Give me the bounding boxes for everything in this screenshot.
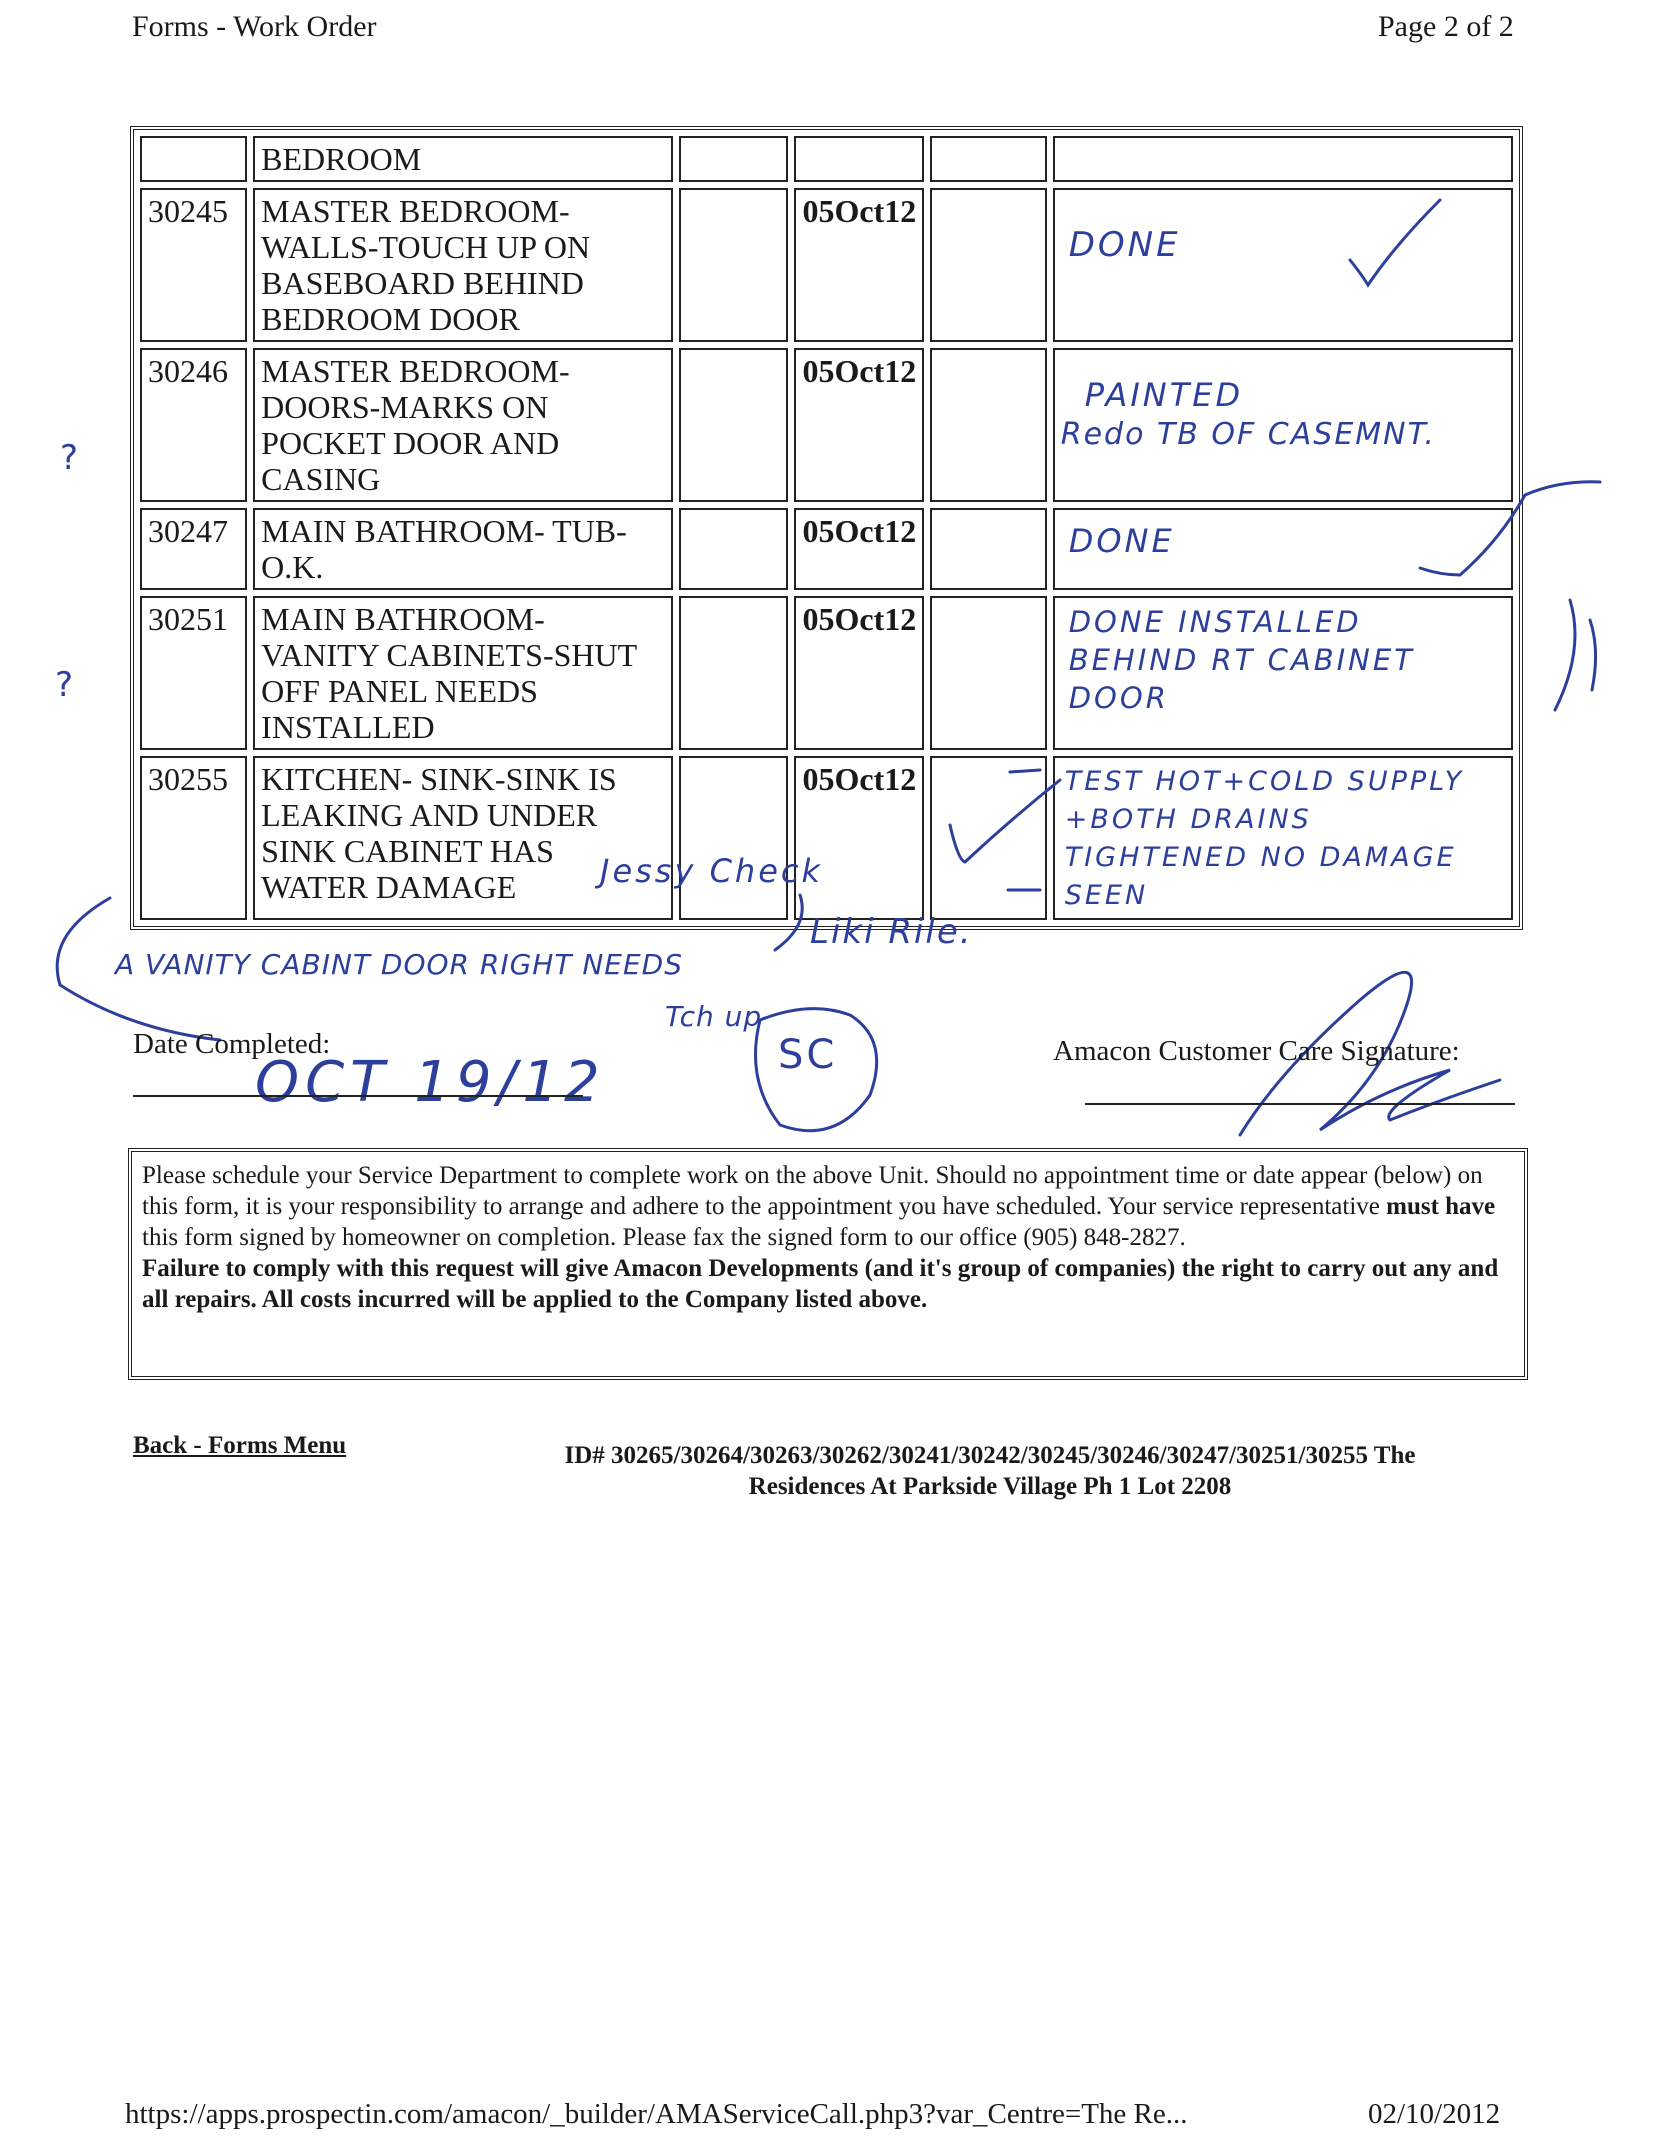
page-number: Page 2 of 2 xyxy=(1378,10,1514,43)
item-description: BEDROOM xyxy=(253,136,673,182)
handwritten-touchup-note: Tch up xyxy=(665,1000,763,1033)
handwritten-note: PAINTED xyxy=(1084,376,1244,414)
handwritten-note: DONE xyxy=(1068,225,1181,265)
item-date: 05Oct12 xyxy=(794,348,924,502)
item-date: 05Oct12 xyxy=(794,596,924,750)
handwritten-vanity-note: A VANITY CABINT DOOR RIGHT NEEDS xyxy=(115,948,684,981)
back-forms-menu-link[interactable]: Back - Forms Menu xyxy=(133,1432,347,1459)
notice-box xyxy=(128,1148,1528,1380)
page-url: https://apps.prospectin.com/amacon/_builder/AMAServiceCall.php3?var_Centre=The Re... xyxy=(125,2098,1188,2130)
date-completed-line xyxy=(133,1095,583,1097)
bracket-icon xyxy=(1590,620,1596,690)
bracket-icon xyxy=(1555,600,1575,710)
checkmark-icon xyxy=(1420,482,1600,575)
work-order-ids: ID# 30265/30264/30263/30262/30241/30242/30245/30246/30247/30251/30255 The Residences At Parkside Village Ph 1 Lot 2208 xyxy=(564,1442,1416,1500)
question-mark-annotation: ? xyxy=(55,665,77,705)
item-description: MASTER BEDROOM- WALLS-TOUCH UP ON BASEBOARD BEHIND BEDROOM DOOR xyxy=(253,188,673,342)
checkmark-icon xyxy=(950,780,1060,862)
handwritten-note: TEST HOT+COLD SUPPLY +BOTH DRAINS TIGHTENED NO DAMAGE SEEN xyxy=(1064,766,1465,911)
print-date: 02/10/2012 xyxy=(1368,2098,1501,2130)
dash-icon xyxy=(1010,770,1040,772)
handwritten-liki-rile: Liki Rile. xyxy=(810,912,973,952)
item-id: 30246 xyxy=(140,348,247,502)
item-description: KITCHEN- SINK-SINK IS LEAKING AND UNDER SINK CABINET HAS WATER DAMAGE xyxy=(253,756,673,920)
item-date: 05Oct12 xyxy=(794,188,924,342)
item-description: MASTER BEDROOM- DOORS-MARKS ON POCKET DOOR AND CASING xyxy=(253,348,673,502)
date-completed-label: Date Completed: xyxy=(133,1028,331,1060)
item-id: 30251 xyxy=(140,596,247,750)
item-description: MAIN BATHROOM- TUB- O.K. xyxy=(253,508,673,590)
bracket-icon xyxy=(775,895,802,950)
notice-paragraph: Please schedule your Service Department to complete work on the above Unit. Should no appointment time or date appear (below) on this form, it is your responsibility to arrange and adhere to the appointment you have scheduled. Your service representative must have this form signed by homeowner on completion. Please fax the signed form to our office (905) 848-2827. xyxy=(142,1162,1496,1251)
item-id: 30247 xyxy=(140,508,247,590)
question-mark-annotation: ? xyxy=(60,438,82,478)
item-description: MAIN BATHROOM- VANITY CABINETS-SHUT OFF PANEL NEEDS INSTALLED xyxy=(253,596,673,750)
signature-line xyxy=(1085,1103,1515,1105)
handwritten-note: DONE INSTALLED BEHIND RT CABINET DOOR xyxy=(1068,605,1415,715)
item-id: 30255 xyxy=(140,756,247,920)
handwritten-completed-date: OCT 19/12 xyxy=(255,1050,606,1115)
item-id: 30245 xyxy=(140,188,247,342)
checkmark-icon xyxy=(1350,200,1440,285)
handwritten-note: Redo TB OF CASEMNT. xyxy=(1060,417,1436,452)
bracket-icon xyxy=(57,898,220,1040)
handwritten-initials: SC xyxy=(778,1032,838,1078)
notice-warning: Failure to comply with this request will give Amacon Developments (and it's group of companies) the right to carry out any and all repairs. All costs incurred will be applied to the Company listed above. xyxy=(142,1255,1499,1313)
handwritten-jessy-check: Jessy Check xyxy=(600,852,824,890)
circle-icon xyxy=(756,1009,877,1131)
item-date: 05Oct12 xyxy=(794,756,924,920)
handwritten-note: DONE xyxy=(1068,522,1175,560)
page-header-title: Forms - Work Order xyxy=(132,10,377,43)
signature-label: Amacon Customer Care Signature: xyxy=(1053,1035,1460,1067)
item-date: 05Oct12 xyxy=(794,508,924,590)
